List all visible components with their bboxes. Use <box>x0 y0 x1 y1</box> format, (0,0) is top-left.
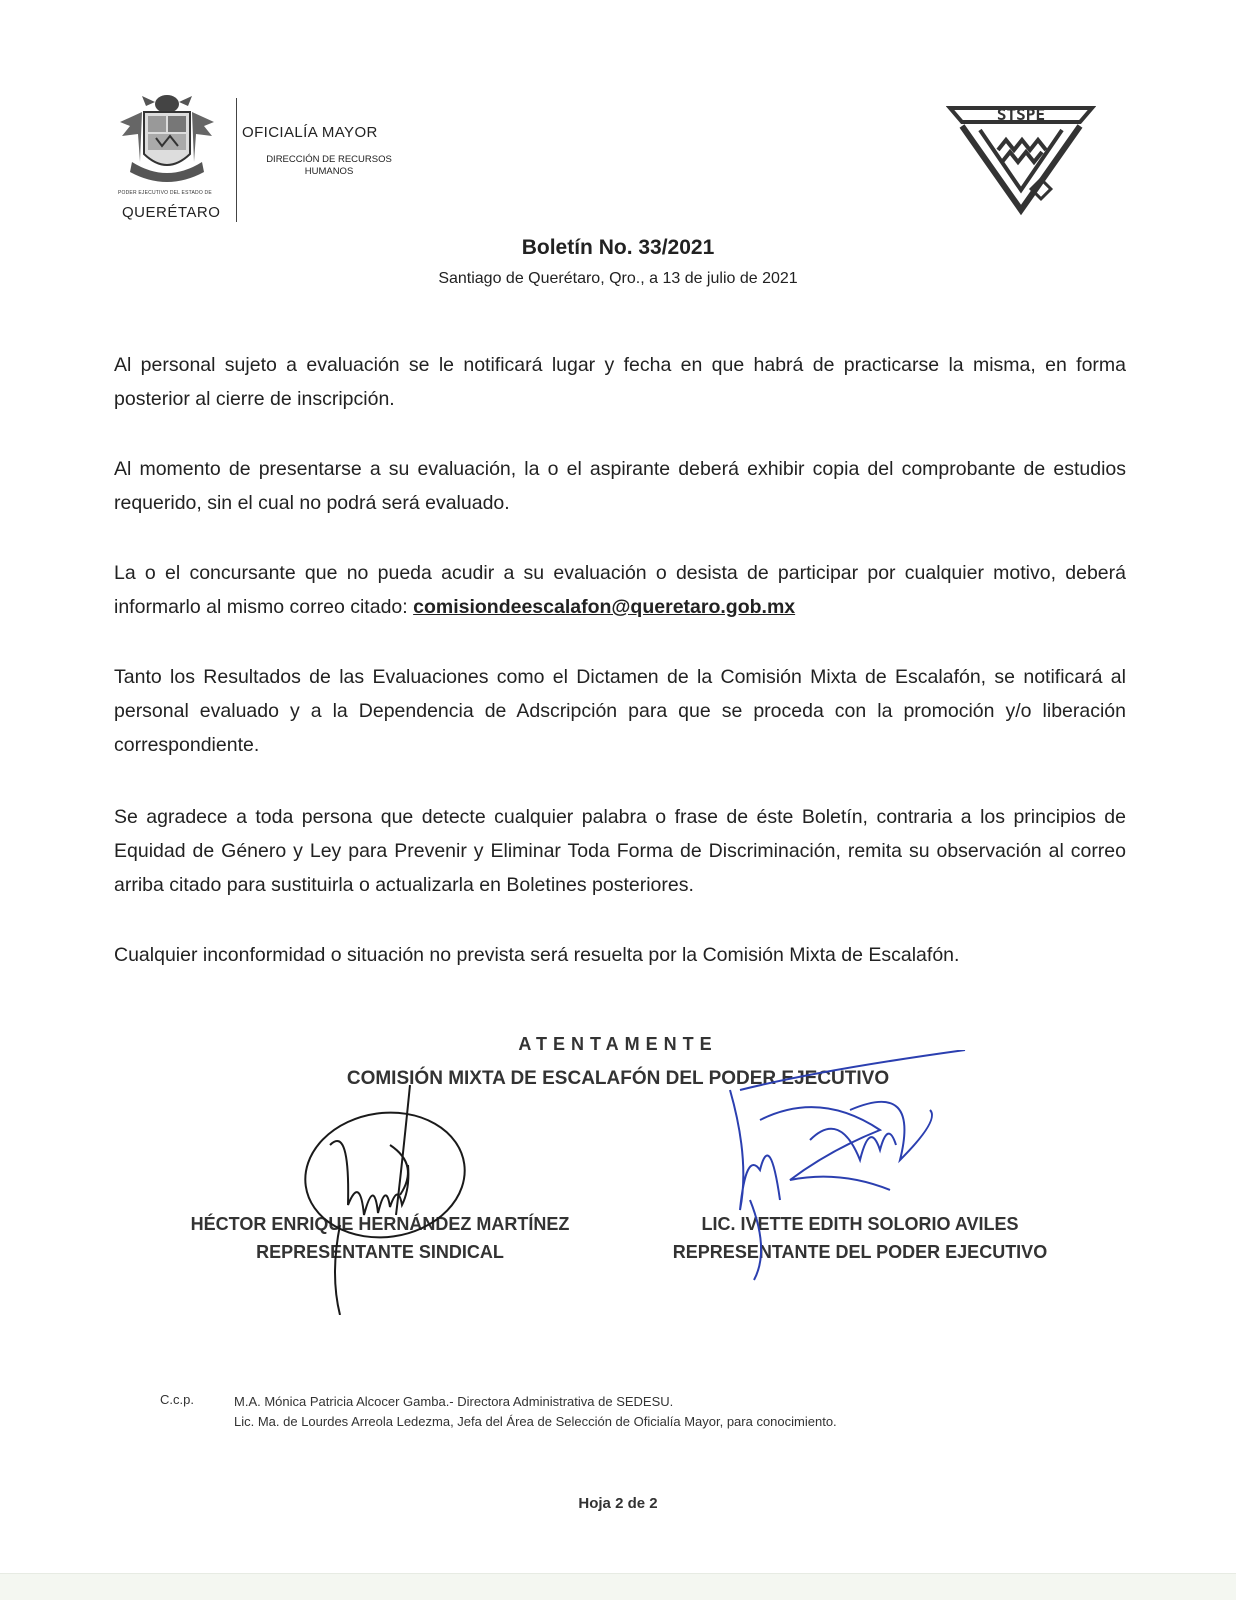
cc-lines <box>234 1392 837 1432</box>
contact-email-link[interactable]: comisiondeescalafon@queretaro.gob.mx <box>413 596 796 618</box>
letterhead-divider <box>236 98 237 222</box>
letterhead-left <box>112 92 442 222</box>
page-number: Hoja 2 de 2 <box>578 1495 658 1512</box>
closing-commission: COMISIÓN MIXTA DE ESCALAFÓN DEL PODER EJECUTIVO <box>346 1068 890 1089</box>
paragraph-1: Al personal sujeto a evaluación se le notificará lugar y fecha en que habrá de practicarse la misma, en forma posterior al cierre de inscripción. <box>114 354 1126 410</box>
signature-left-icon <box>290 1085 480 1315</box>
signatory-right-name: LIC. IVETTE EDITH SOLORIO AVILES <box>701 1214 1019 1234</box>
coat-caption: PODER EJECUTIVO DEL ESTADO DE <box>118 190 212 196</box>
paragraph-2: Al momento de presentarse a su evaluación, la o el aspirante deberá exhibir copia del comprobante de estudios requerido, sin el cual no podrá será evaluado. <box>114 458 1126 514</box>
paragraph-6: Cualquier inconformidad o situación no prevista será resuelta por la Comisión Mixta de Escalafón. <box>114 944 960 966</box>
paragraph-4: Tanto los Resultados de las Evaluaciones como el Dictamen de la Comisión Mixta de Escalafón, se notificará al personal evaluado y a la Dependencia de Adscripción para que se proceda con la promoción y/o liberación correspondiente. <box>114 666 1126 756</box>
signatory-right <box>640 1210 1080 1266</box>
cc-label: C.c.p. <box>160 1392 194 1407</box>
cc-line-1: M.A. Mónica Patricia Alcocer Gamba.- Directora Administrativa de SEDESU. <box>234 1394 674 1409</box>
office-subtitle: DIRECCIÓN DE RECURSOS HUMANOS <box>266 154 392 177</box>
bulletin-title: Boletín No. 33/2021 <box>521 236 715 259</box>
cc-line-2: Lic. Ma. de Lourdes Arreola Ledezma, Jefa del Área de Selección de Oficialía Mayor, para conocimiento. <box>234 1414 837 1429</box>
office-title: OFICIALÍA MAYOR <box>242 124 378 141</box>
signatory-left-role: REPRESENTANTE SINDICAL <box>256 1242 504 1262</box>
signatory-right-role: REPRESENTANTE DEL PODER EJECUTIVO <box>672 1242 1048 1262</box>
paragraph-3-text: La o el concursante que no pueda acudir a su evaluación o desista de participar por cualquier motivo, deberá informarlo al mismo correo citado: <box>114 562 1126 618</box>
bulletin-dateline: Santiago de Querétaro, Qro., a 13 de julio de 2021 <box>438 270 798 287</box>
state-coat-of-arms-icon <box>112 92 232 222</box>
signatory-left-name: HÉCTOR ENRIQUE HERNÁNDEZ MARTÍNEZ <box>190 1214 570 1234</box>
signatory-left <box>160 1210 600 1266</box>
closing-salutation: ATENTAMENTE <box>518 1034 718 1054</box>
union-logo-text: STSPE <box>996 105 1046 124</box>
paragraph-5: Se agradece a toda persona que detecte cualquier palabra o frase de éste Boletín, contraria a los principios de Equidad de Género y Ley para Prevenir y Eliminar Toda Forma de Discriminación, remita su observación al correo arriba citado para sustituirla o actualizarla en Boletines posteriores. <box>114 806 1126 896</box>
page-bottom-edge <box>0 1573 1236 1600</box>
paragraph-3 <box>114 556 1126 624</box>
state-name: QUERÉTARO <box>122 204 221 221</box>
union-logo-icon <box>946 100 1096 220</box>
